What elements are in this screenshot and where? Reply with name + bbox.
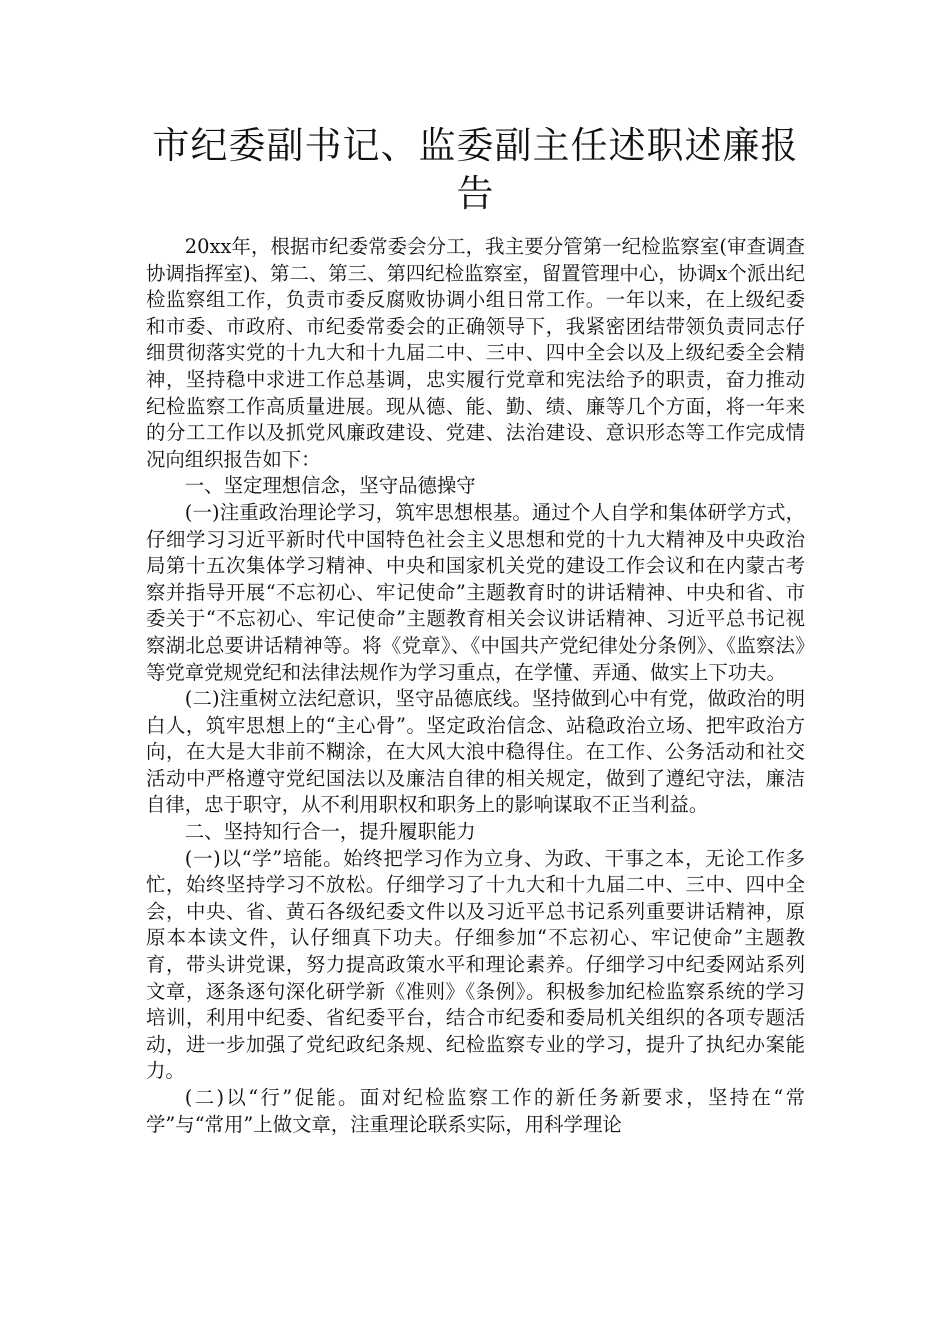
title-line-1: 市纪委副书记、监委副主任述职述廉报 bbox=[152, 124, 799, 167]
section-heading-1: 一、坚定理想信念，坚守品德操守 bbox=[184, 474, 476, 498]
document-body bbox=[146, 234, 805, 1138]
title-line-2: 告 bbox=[456, 172, 495, 215]
intro-paragraph: 20xx年，根据市纪委常委会分工，我主要分管第一纪检监察室(审查调查协调指挥室)、第二、第三、第四纪检监察室，留置管理中心，协调x个派出纪检监察组工作，负责市委反腐败协调小组日常工作。一年以来，在上级纪委和市委、市政府、市纪委常委会的正确领导下，我紧密团结带领负责同志仔细贯彻落实党的十九大和十九届二中、三中、四中全会以及上级纪委全会精神，坚持稳中求进工作总基调，忠实履行党章和宪法给予的职责，奋力推动纪检监察工作高质量进展。现从德、能、勤、绩、廉等几个方面，将一年来的分工工作以及抓党风廉政建设、党建、法治建设、意识形态等工作完成情况向组织报告如下： bbox=[146, 235, 805, 471]
body-paragraph: (一)注重政治理论学习，筑牢思想根基。通过个人自学和集体研学方式，仔细学习习近平新时代中国特色社会主义思想和党的十九大精神及中央政治局第十五次集体学习精神、中央和国家机关党的建设工作会议和在内蒙古考察并指导开展“不忘初心、牢记使命”主题教育时的讲话精神、中央和省、市委关于“不忘初心、牢记使命”主题教育相关会议讲话精神、习近平总书记视察湖北总要讲话精神等。将《党章》、《中国共产党纪律处分条例》、《监察法》等党章党规党纪和法律法规作为学习重点，在学懂、弄通、做实上下功夫。 bbox=[146, 500, 805, 684]
body-paragraph: (二)注重树立法纪意识，坚守品德底线。坚持做到心中有党，做政治的明白人，筑牢思想上的“主心骨”。坚定政治信念、站稳政治立场、把牢政治方向，在大是大非前不糊涂，在大风大浪中稳得住。在工作、公务活动和社交活动中严格遵守党纪国法以及廉洁自律的相关规定，做到了遵纪守法，廉洁自律，忠于职守，从不利用职权和职务上的影响谋取不正当利益。 bbox=[146, 687, 805, 817]
section-heading-2: 二、坚持知行合一，提升履职能力 bbox=[184, 820, 476, 844]
body-paragraph: (二)以“行”促能。面对纪检监察工作的新任务新要求，坚持在“常学”与“常用”上做文章，注重理论联系实际，用科学理论 bbox=[146, 1086, 805, 1136]
document-title bbox=[146, 122, 805, 218]
body-paragraph: (一)以“学”培能。始终把学习作为立身、为政、干事之本，无论工作多忙，始终坚持学习不放松。仔细学习了十九大和十九届二中、三中、四中全会，中央、省、黄石各级纪委文件以及习近平总书记系列重要讲话精神，原原本本读文件，认仔细真下功夫。仔细参加“不忘初心、牢记使命”主题教育，带头讲党课，努力提高政策水平和理论素养。仔细学习中纪委网站系列文章，逐条逐句深化研学新《准则》《条例》。积极参加纪检监察系统的学习培训，利用中纪委、省纪委平台，结合市纪委和委局机关组织的各项专题活动，进一步加强了党纪政纪条规、纪检监察专业的学习，提升了执纪办案能力。 bbox=[146, 846, 805, 1083]
